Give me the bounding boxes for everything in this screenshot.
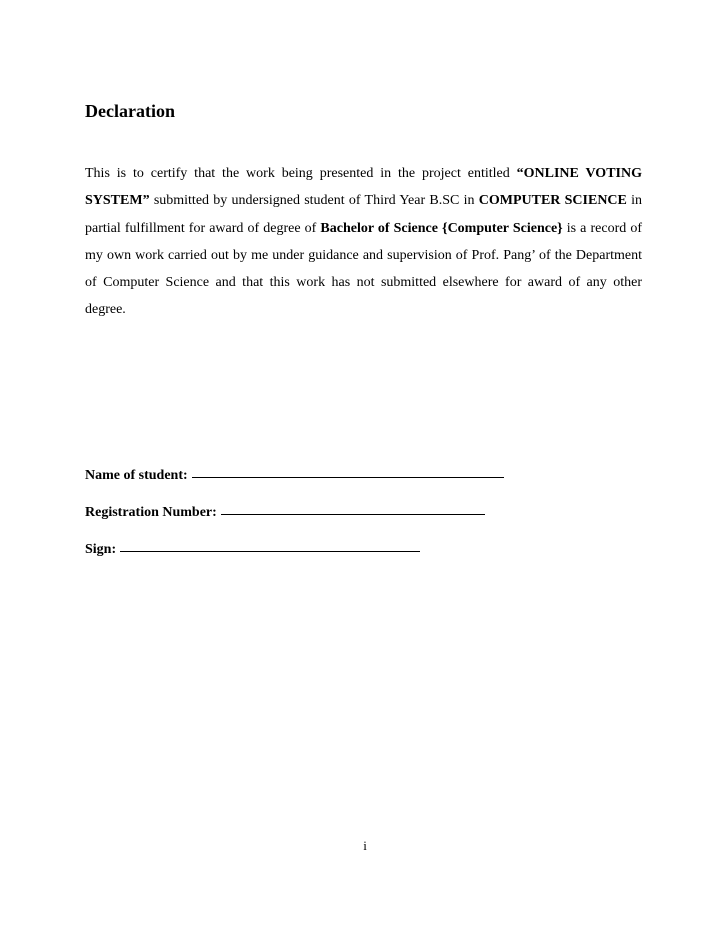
registration-number-blank-line <box>221 514 485 515</box>
signature-label: Sign: <box>85 542 117 557</box>
project-title: “ONLINE VOTING SYSTEM” <box>85 166 642 209</box>
registration-number-field <box>85 504 485 522</box>
student-name-label: Name of student: <box>85 468 188 483</box>
paragraph-text-2: submitted by undersigned student of Third Year B.SC in <box>149 193 479 209</box>
department-name: COMPUTER SCIENCE <box>478 193 627 209</box>
page-number: i <box>363 838 367 853</box>
student-name-field <box>85 467 504 485</box>
registration-number-label: Registration Number: <box>85 505 217 520</box>
signature-field <box>85 541 420 559</box>
paragraph-text-4: is a record of my own work carried out by me under guidance and supervision of Prof. Pang’ of the Department of Computer Science and that this work has not submitted elsewhere for award of any other degree. <box>85 220 642 318</box>
paragraph-text-1: This is to certify that the work being presented in the project entitled <box>85 166 517 181</box>
declaration-paragraph <box>85 160 642 324</box>
paragraph-text-3: in partial fulfillment for award of degree of <box>85 193 643 236</box>
signature-blank-line <box>120 551 420 552</box>
page-title: Declaration <box>85 101 175 121</box>
student-name-blank-line <box>192 477 504 478</box>
degree-name: Bachelor of Science {Computer Science} <box>320 220 563 236</box>
